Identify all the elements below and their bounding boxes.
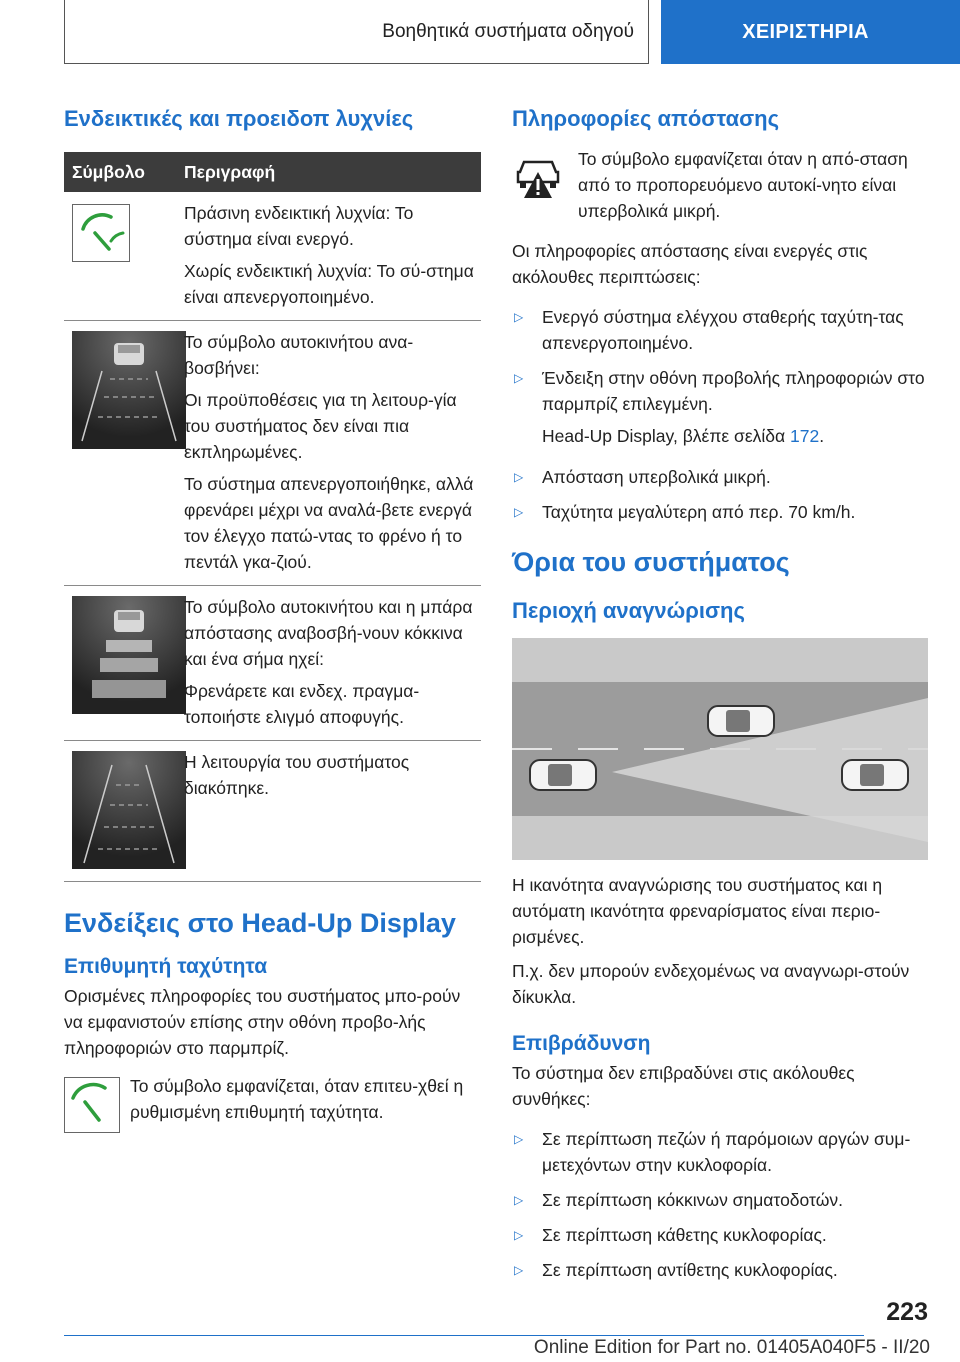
col-description-header: Περιγραφή — [184, 161, 276, 182]
bullet-triangle-icon: ▷ — [514, 310, 524, 324]
hud-text: Ορισμένες πληροφορίες του συστήματος μπο-ρούν να εμφανιστούν επίσης στην οθόνη προβο-λής πληροφοριών στο παρμπρίζ. — [64, 986, 461, 1058]
page-link[interactable]: 172 — [790, 426, 820, 446]
distance-icon-block — [512, 146, 928, 224]
row-text: Το σύστημα απενεργοποιήθηκε, αλλά φρενάρει μέχρι να αναλά-βετε ενεργά τον έλεγχο πατώ-ντας το φρένο ή το πεντάλ γκα-ζιού. — [184, 474, 474, 572]
running-header-chapter — [661, 0, 960, 64]
green-speedometer-icon — [72, 204, 130, 262]
detection-text-2: Π.χ. δεν μπορούν ενδεχομένως να αναγνωρι-στούν δίκυκλα. — [512, 961, 910, 1007]
chapter-title: ΧΕΙΡΙΣΤΗΡΙΑ — [742, 20, 869, 43]
bullet-triangle-icon: ▷ — [514, 1132, 524, 1146]
flashing-car-icon — [72, 331, 186, 449]
indicator-table — [64, 152, 481, 882]
detection-text-1: Η ικανότητα αναγνώρισης του συστήματος και η αυτόματη ικανότητα φρεναρίσματος είναι περιο-ρισμένες. — [512, 875, 883, 947]
section-title: Βοηθητικά συστήματα οδηγού — [382, 20, 634, 42]
page-reference: Head-Up Display, βλέπε σελίδα 172. — [542, 426, 825, 446]
row-text: Η λειτουργία του συστήματος διακόπηκε. — [184, 752, 410, 798]
bullet-triangle-icon: ▷ — [514, 505, 524, 519]
system-limits-heading: Όρια του συστήματος — [512, 547, 790, 577]
distance-intro: Οι πληροφορίες απόστασης είναι ενεργές στις ακόλουθες περιπτώσεις: — [512, 241, 868, 287]
bullet-triangle-icon: ▷ — [514, 1263, 524, 1277]
left-column — [64, 100, 481, 1133]
detection-range-heading: Περιοχή αναγνώρισης — [512, 598, 745, 623]
table-row — [64, 192, 481, 321]
running-header-section — [64, 0, 649, 64]
list-item: ▷ Σε περίπτωση αντίθετης κυκλοφορίας. — [512, 1257, 928, 1283]
hud-icon-text: Το σύμβολο εμφανίζεται, όταν επιτευ-χθεί η ρυθμισμένη επιθυμητή ταχύτητα. — [130, 1076, 464, 1122]
hud-icon-block — [64, 1073, 481, 1133]
table-row — [64, 741, 481, 882]
table-row — [64, 321, 481, 586]
bullet-triangle-icon: ▷ — [514, 1193, 524, 1207]
indicator-lights-heading: Ενδεικτικές και προειδοπ λυχνίες — [64, 106, 414, 131]
bullet-text: Ένδειξη στην οθόνη προβολής πληροφοριών στο παρμπρίζ επιλεγμένη. — [542, 368, 925, 414]
table-row — [64, 586, 481, 741]
row-text: Χωρίς ενδεικτική λυχνία: Το σύ-στημα είναι απενεργοποιημένο. — [184, 261, 474, 307]
row-text: Φρενάρετε και ενδεχ. πραγμα-τοποιήστε ελιγμό αποφυγής. — [184, 681, 420, 727]
list-item: ▷ Ενεργό σύστημα ελέγχου σταθερής ταχύτη-τας απενεργοποιημένο. — [512, 304, 928, 356]
bullet-triangle-icon: ▷ — [514, 1228, 524, 1242]
row-text: Πράσινη ενδεικτική λυχνία: Το σύστημα είναι ενεργό. — [184, 203, 414, 249]
deceleration-intro: Το σύστημα δεν επιβραδύνει στις ακόλουθες συνθήκες: — [512, 1063, 855, 1109]
front-car-icon — [708, 706, 774, 736]
row-text: Οι προϋποθέσεις για τη λειτουρ-γία του συστήματος δεν είναι πια εκπληρωμένες. — [184, 390, 457, 462]
deceleration-heading: Επιβράδυνση — [512, 1032, 651, 1055]
list-item: ▷ Ταχύτητα μεγαλύτερη από περ. 70 km/h. — [512, 499, 928, 525]
page-number: 223 — [886, 1298, 928, 1326]
bullet-triangle-icon: ▷ — [514, 470, 524, 484]
road-lanes-icon — [72, 751, 186, 869]
footer-divider — [64, 1335, 864, 1336]
detection-range-illustration — [512, 638, 928, 860]
col-symbol-header: Σύμβολο — [72, 161, 145, 182]
edition-note: Online Edition for Part no. 01405A040F5 - II/20 — [533, 1337, 930, 1358]
desired-speed-heading: Επιθυμητή ταχύτητα — [64, 955, 268, 978]
ego-car-icon — [530, 760, 596, 790]
list-item: ▷ Απόσταση υπερβολικά μικρή. — [512, 464, 928, 490]
list-item — [512, 365, 928, 455]
table-header — [64, 152, 481, 192]
row-text: Το σύμβολο αυτοκινήτου και η μπάρα απόστασης αναβοσβή-νουν κόκκινα και ένα σήμα ηχεί: — [184, 597, 473, 669]
side-car-icon — [842, 760, 908, 790]
list-item: ▷ Σε περίπτωση κόκκινων σηματοδοτών. — [512, 1187, 928, 1213]
car-distance-bar-red-icon — [72, 596, 186, 714]
bullet-triangle-icon: ▷ — [514, 371, 524, 385]
list-item: ▷ Σε περίπτωση κάθετης κυκλοφορίας. — [512, 1222, 928, 1248]
list-item: ▷ Σε περίπτωση πεζών ή παρόμοιων αργών συμ-μετεχόντων στην κυκλοφορία. — [512, 1126, 928, 1178]
row-text: Το σύμβολο αυτοκινήτου ανα-βοσβήνει: — [184, 332, 414, 378]
distance-icon-text: Το σύμβολο εμφανίζεται όταν η από-σταση από το προπορευόμενο αυτοκί-νητο είναι υπερβολικά μικρή. — [578, 149, 908, 221]
right-column — [512, 100, 928, 1292]
green-speed-needle-icon — [64, 1077, 120, 1133]
distance-info-heading: Πληροφορίες απόστασης — [512, 106, 780, 131]
car-warning-triangle-icon — [512, 152, 566, 224]
hud-heading: Ενδείξεις στο Head-Up Display — [64, 908, 456, 938]
